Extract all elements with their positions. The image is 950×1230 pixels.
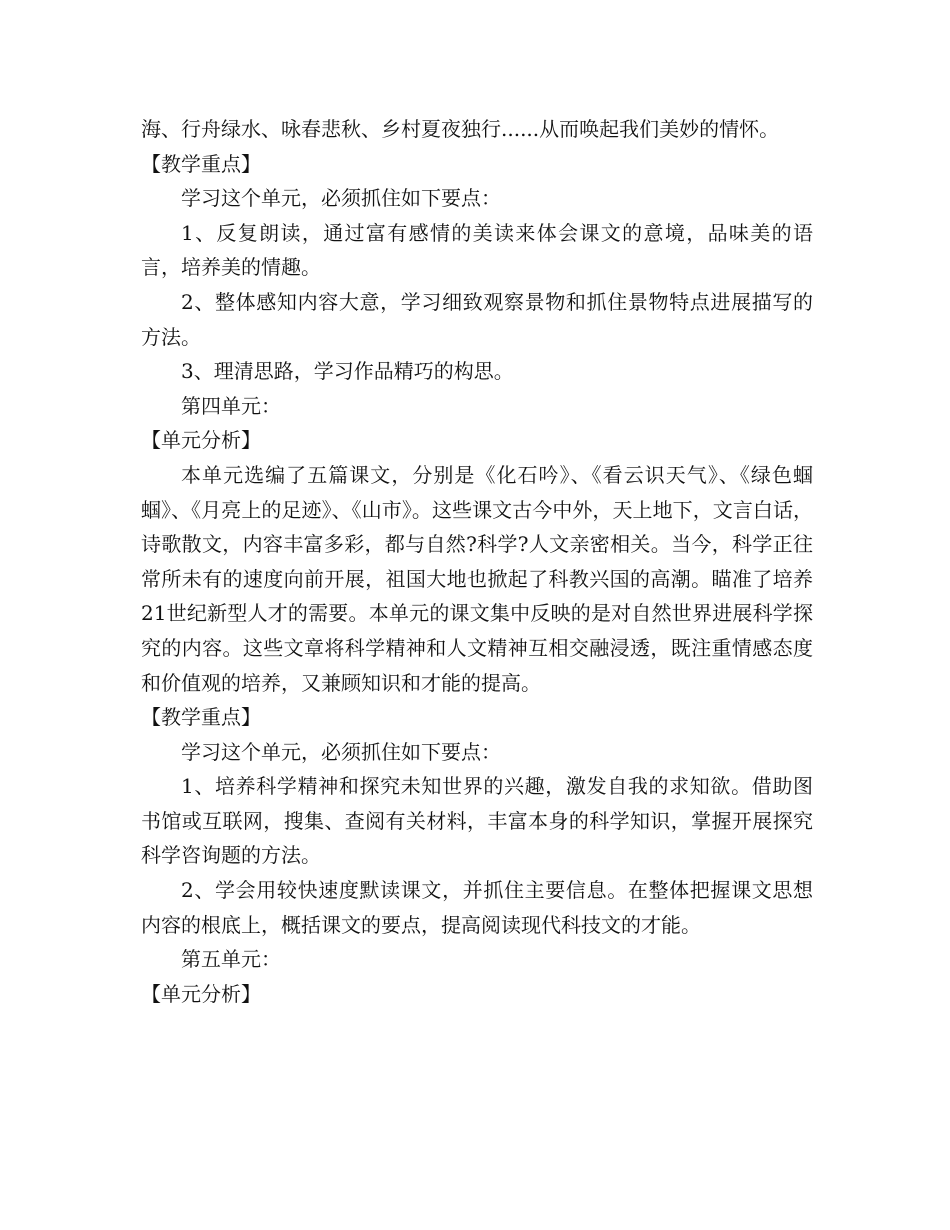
paragraph-point-2: 2、整体感知内容大意，学习细致观察景物和抓住景物特点进展描写的方法。 xyxy=(141,289,813,349)
paragraph-point-1: 1、反复朗读，通过富有感情的美读来体会课文的意境，品味美的语言，培养美的情趣。 xyxy=(141,220,813,280)
heading-teaching-focus: 【教学重点】 xyxy=(141,151,261,176)
document-body xyxy=(141,112,813,1011)
heading-unit-analysis: 【单元分析】 xyxy=(141,428,261,453)
heading-unit-analysis: 【单元分析】 xyxy=(141,981,261,1006)
heading-teaching-focus: 【教学重点】 xyxy=(141,705,261,730)
paragraph-point-3: 3、理清思路，学习作品精巧的构思。 xyxy=(181,359,514,384)
paragraph-point-1: 1、培养科学精神和探究未知世界的兴趣，激发自我的求知欲。借助图书馆或互联网，搜集、查阅有关材料，丰富本身的科学知识，掌握开展探究科学咨询题的方法。 xyxy=(141,774,813,868)
heading-unit-5: 第五单元： xyxy=(181,947,281,972)
heading-unit-4: 第四单元： xyxy=(181,393,281,418)
paragraph-continued: 海、行舟绿水、咏春悲秋、乡村夏夜独行......从而唤起我们美妙的情怀。 xyxy=(141,117,780,141)
paragraph-point-2: 2、学会用较快速度默读课文，并抓住主要信息。在整体把握课文思想内容的根底上，概括课文的要点，提高阅读现代科技文的才能。 xyxy=(141,878,813,937)
paragraph-intro: 学习这个单元，必须抓住如下要点： xyxy=(181,739,501,764)
paragraph-unit-analysis: 本单元选编了五篇课文，分别是《化石吟》、《看云识天气》、《绿色蝈蝈》、《月亮上的足迹》、《山市》。这些课文古今中外，天上地下，文言白话，诗歌散文，内容丰富多彩，都与自然?科学?人文亲密相关。当今，科学正往常所未有的速度向前开展，祖国大地也掀起了科教兴国的高潮。瞄准了培养21世纪新型人才的需要。本单元的课文集中反映的是对自然世界进展科学探究的内容。这些文章将科学精神和人文精神互相交融浸透，既注重情感态度和价值观的培养，又兼顾知识和才能的提高。 xyxy=(141,462,813,695)
paragraph-intro: 学习这个单元，必须抓住如下要点： xyxy=(181,186,501,211)
